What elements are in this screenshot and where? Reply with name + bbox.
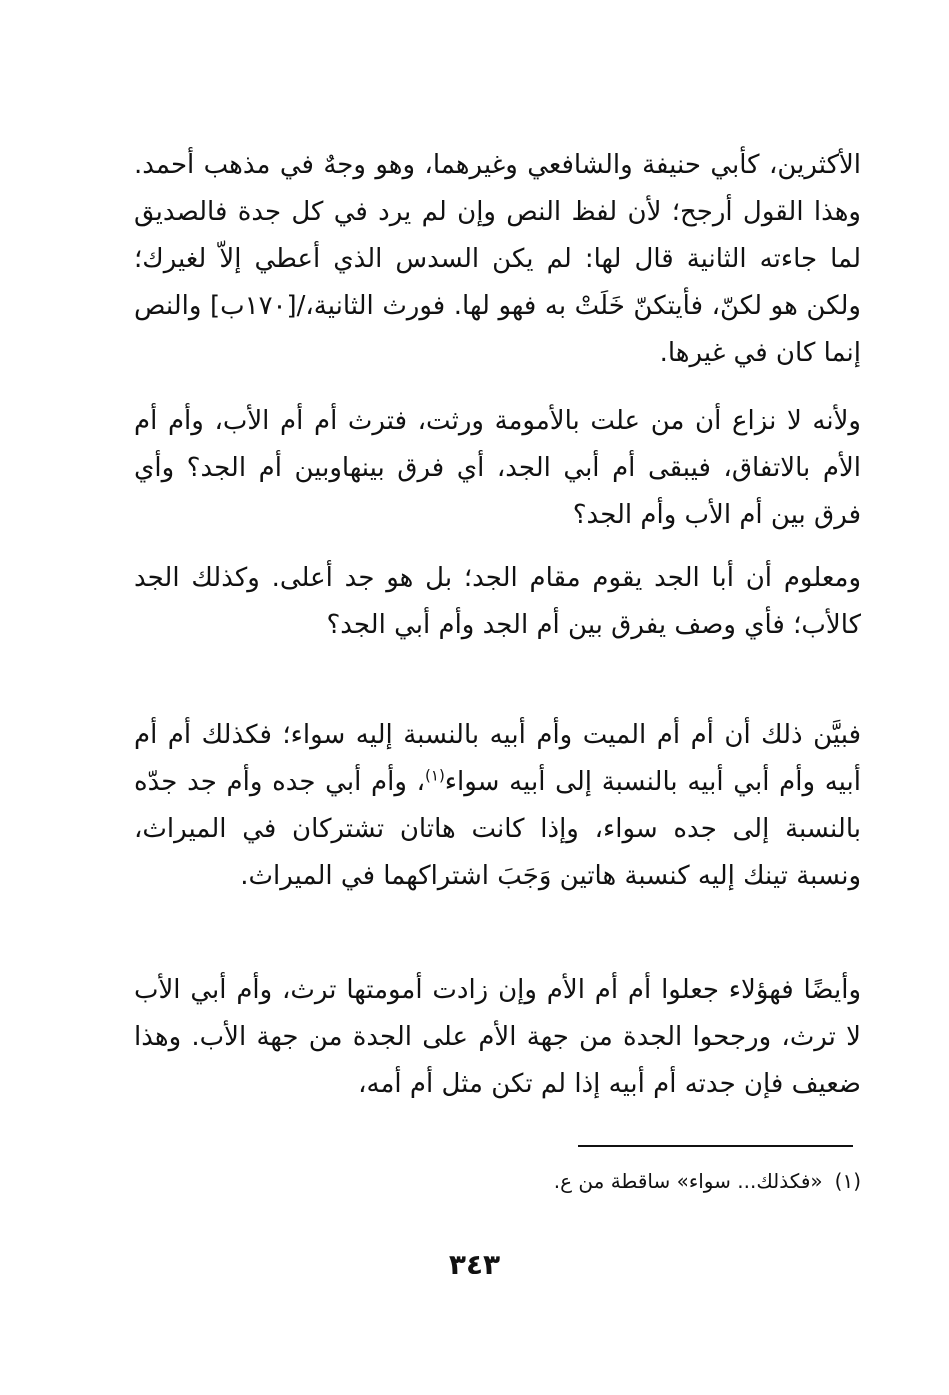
page-number: ٣٤٣ <box>448 1248 501 1281</box>
footnote-divider <box>578 1145 853 1147</box>
footnote-number: (١) <box>834 1169 861 1193</box>
footnote-reference: (١) <box>425 766 445 785</box>
footnote <box>134 1164 861 1198</box>
footnote-text: «فكذلك... سواء» ساقطة من ع. <box>553 1169 823 1193</box>
paragraph-4-text-after: ، وأم أبي جده وأم جد جدّه بالنسبة إلى جده سواء، وإذا كانت هاتان تشتركان في الميراث، ونسبة تينك إليه كنسبة هاتين وَجَبَ اشتراكهما في الميراث. <box>134 767 861 891</box>
paragraph-4-text-before: فبيَّن ذلك أن أم أم الميت وأم أبيه بالنسبة إليه سواء؛ فكذلك أم أم أبيه وأم أبي أبيه بالنسبة إلى أبيه سواء <box>134 720 861 797</box>
paragraph-1: الأكثرين، كأبي حنيفة والشافعي وغيرهما، وهو وجهٌ في مذهب أحمد. وهذا القول أرجح؛ لأن لفظ النص وإن لم يرد في كل جدة فالصديق لما جاءته الثانية قال لها: لم يكن السدس الذي أعطي إلاّ لغيرك؛ ولكن هو لكنّ، فأيتكنّ خَلَتْ به فهو لها. فورث الثانية،/[١٧٠ب] والنص إنما كان في غيرها. <box>134 150 861 368</box>
paragraph-5: وأيضًا فهؤلاء جعلوا أم أم الأم وإن زادت أمومتها ترث، وأم أبي الأب لا ترث، ورجحوا الجدة من جهة الأم على الجدة من جهة الأب. وهذا ضعيف فإن جدته أم أبيه إذا لم تكن مثل أم أمه، <box>134 975 861 1099</box>
paragraph-2: ولأنه لا نزاع أن من علت بالأمومة ورثت، فترث أم أم الأب، وأم أم الأم بالاتفاق، فيبقى أم أبي الجد، أي فرق بينهاوبين أم الجد؟ وأي فرق بين أم الأب وأم الجد؟ <box>134 406 861 530</box>
paragraph-3: ومعلوم أن أبا الجد يقوم مقام الجد؛ بل هو جد أعلى. وكذلك الجد كالأب؛ فأي وصف يفرق بين أم الجد وأم أبي الجد؟ <box>134 563 861 640</box>
paragraph-4 <box>134 712 861 900</box>
